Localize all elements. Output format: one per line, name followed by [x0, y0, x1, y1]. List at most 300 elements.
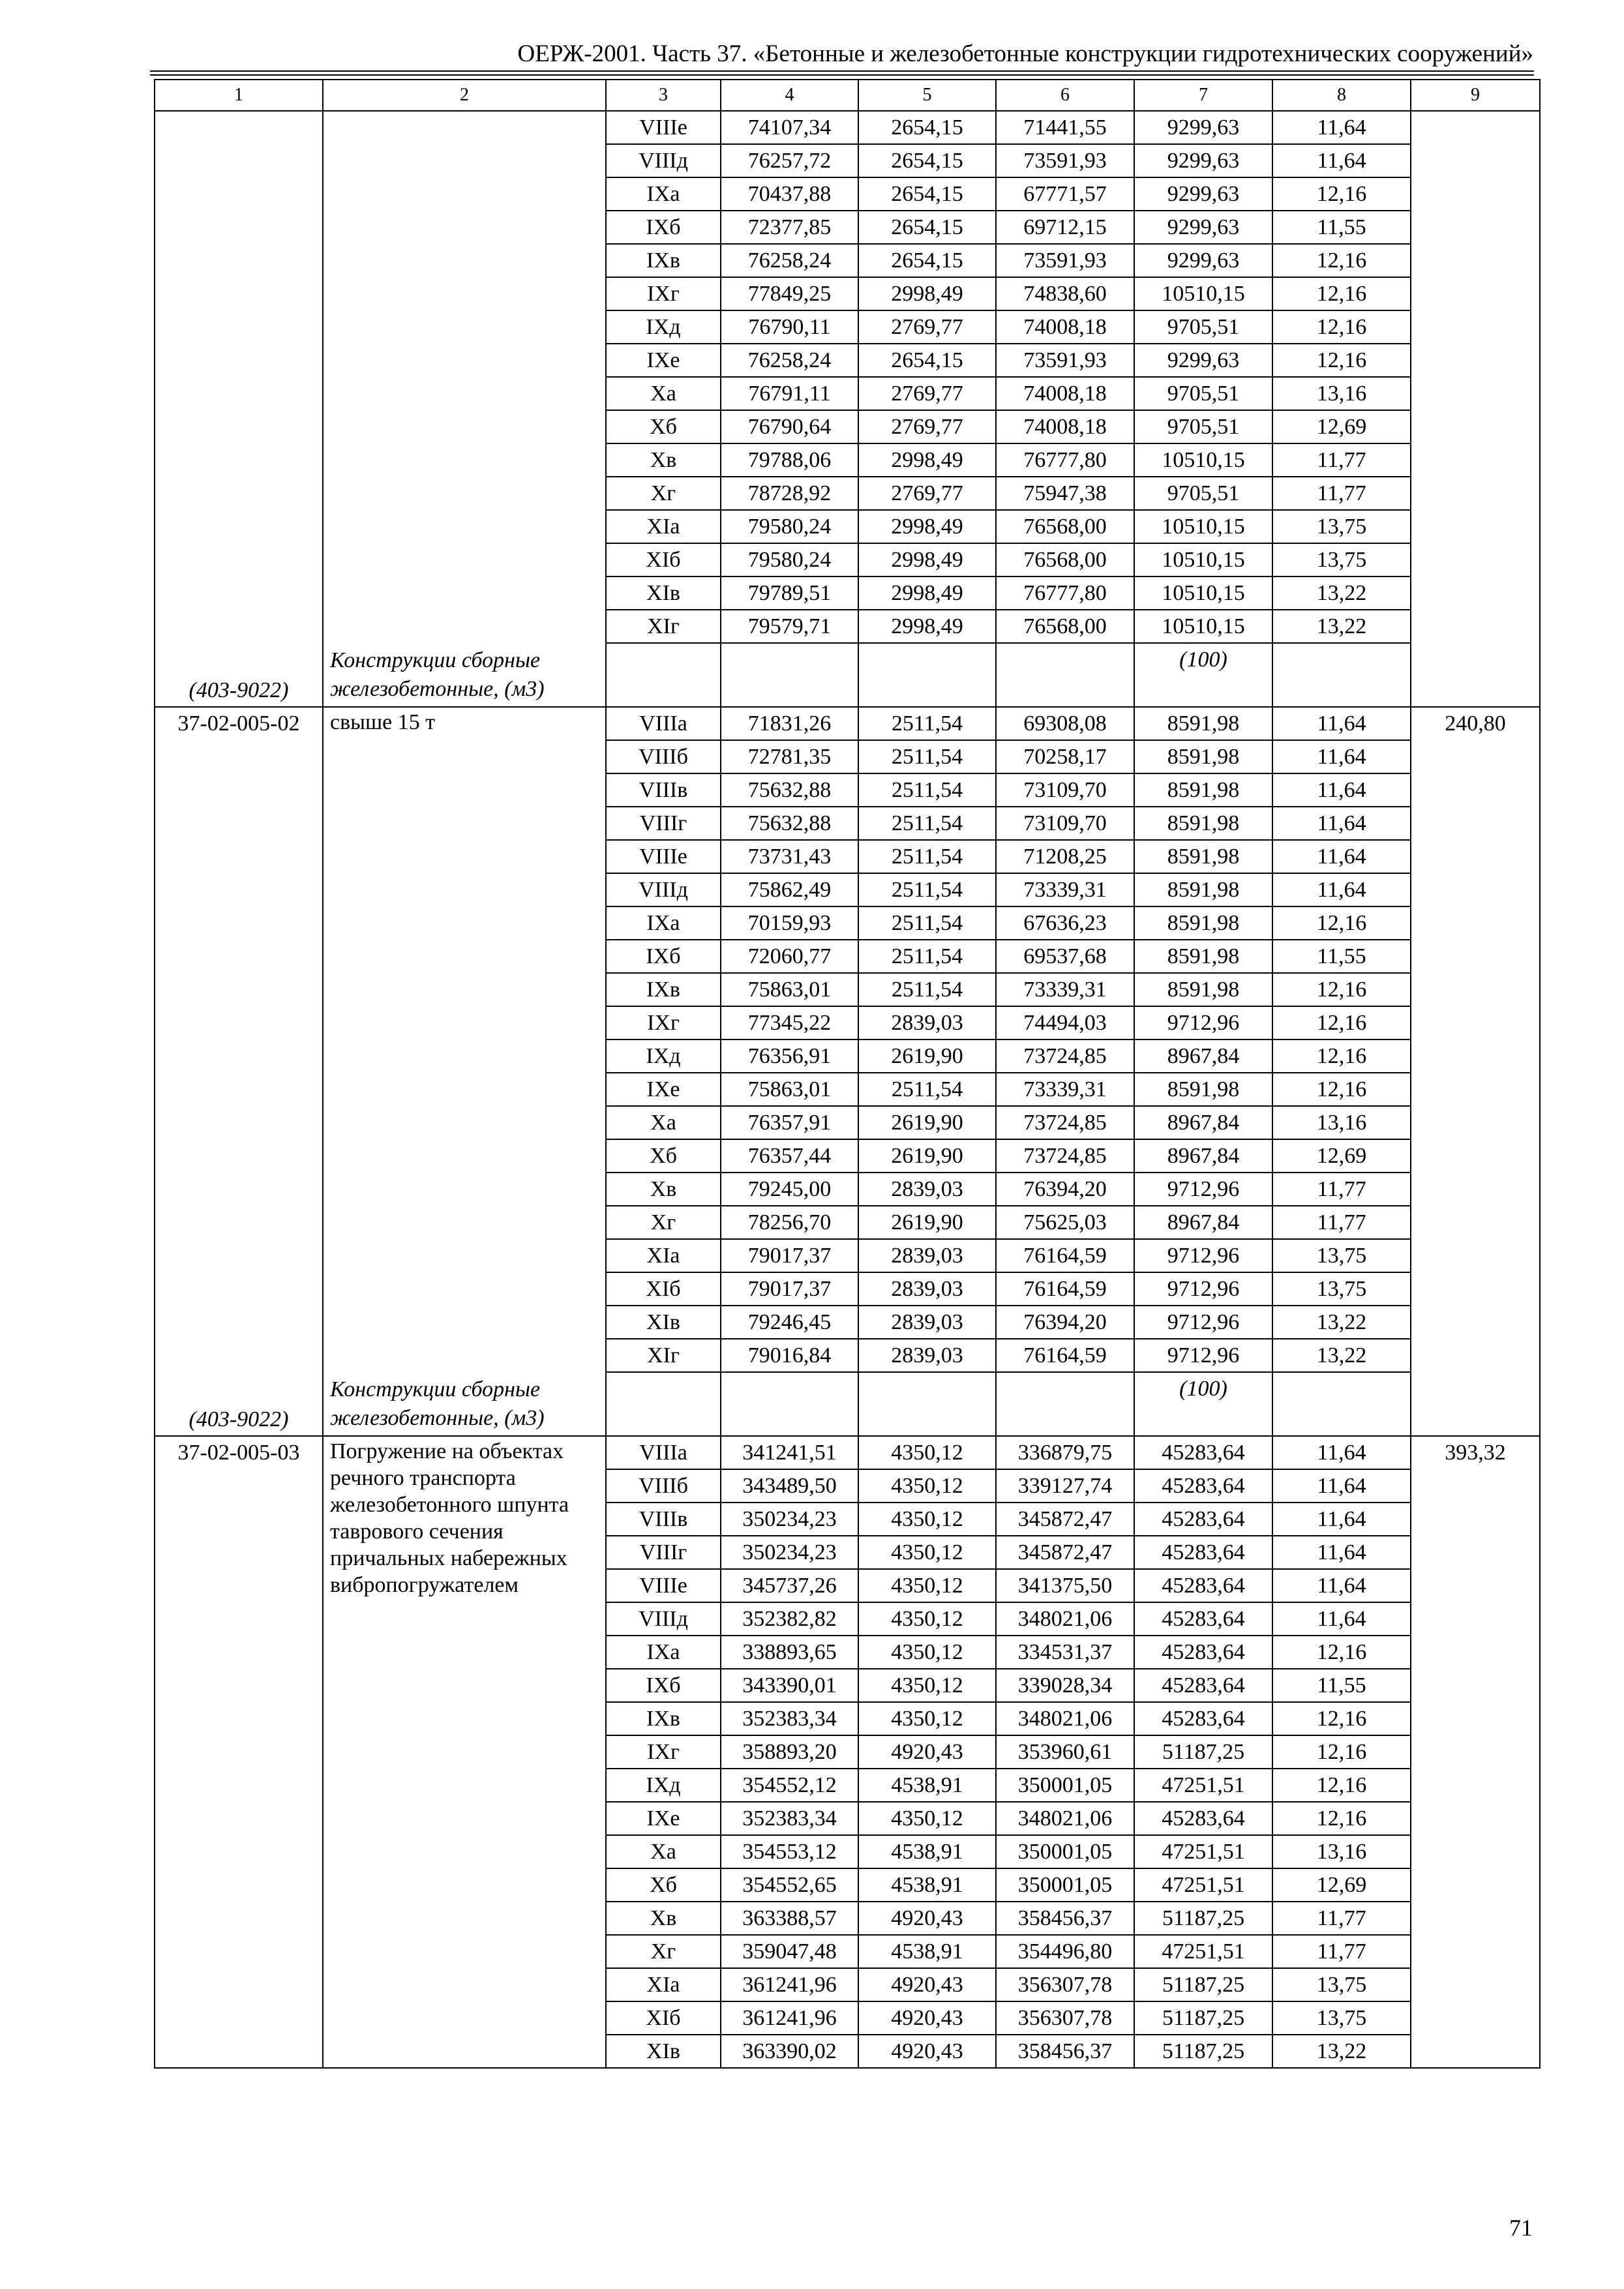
value-cell: 4538,91: [858, 1835, 996, 1868]
value-cell: 10510,15: [1134, 277, 1272, 310]
value-cell: 2654,15: [858, 244, 996, 277]
column-number: 6: [996, 80, 1134, 111]
value-cell: 75862,49: [721, 873, 858, 906]
value-cell: 361241,96: [721, 2001, 858, 2035]
value-cell: 72060,77: [721, 940, 858, 973]
zone-cell: XIв: [606, 576, 721, 610]
value-cell: 350234,23: [721, 1503, 858, 1536]
value-cell: 2619,90: [858, 1206, 996, 1239]
value-cell: 70159,93: [721, 906, 858, 940]
value-cell: 9705,51: [1134, 410, 1272, 443]
value-cell: 352383,34: [721, 1702, 858, 1735]
zone-cell: IXе: [606, 344, 721, 377]
value-cell: 45283,64: [1134, 1802, 1272, 1835]
value-cell: 76164,59: [996, 1339, 1134, 1372]
value-cell: 13,22: [1272, 1339, 1411, 1372]
zone-cell: VIIIд: [606, 1602, 721, 1636]
zone-cell: IXб: [606, 940, 721, 973]
value-cell: 74008,18: [996, 410, 1134, 443]
value-cell: 11,64: [1272, 773, 1411, 807]
value-cell: 77849,25: [721, 277, 858, 310]
value-cell: 12,16: [1272, 344, 1411, 377]
zone-cell: XIб: [606, 1272, 721, 1306]
value-cell: 69308,08: [996, 707, 1134, 740]
value-cell: 2654,15: [858, 177, 996, 211]
value-cell: 70437,88: [721, 177, 858, 211]
value-cell: 71831,26: [721, 707, 858, 740]
empty-cell: [996, 643, 1134, 707]
zone-cell: Xг: [606, 1935, 721, 1968]
value-cell: 76394,20: [996, 1306, 1134, 1339]
column-number: 7: [1134, 80, 1272, 111]
value-cell: 76568,00: [996, 543, 1134, 576]
value-cell: 67636,23: [996, 906, 1134, 940]
empty-cell: [606, 1372, 721, 1436]
rate-code: 37-02-005-03: [177, 1441, 300, 1465]
value-cell: 4920,43: [858, 1735, 996, 1769]
value-cell: 9705,51: [1134, 310, 1272, 344]
value-cell: 10510,15: [1134, 543, 1272, 576]
zone-cell: VIIIд: [606, 144, 721, 177]
value-cell: 67771,57: [996, 177, 1134, 211]
value-cell: 9712,96: [1134, 1306, 1272, 1339]
value-cell: 11,55: [1272, 211, 1411, 244]
value-cell: 8591,98: [1134, 773, 1272, 807]
page-number: 71: [1509, 2215, 1533, 2241]
zone-cell: IXб: [606, 1669, 721, 1702]
value-cell: 79579,71: [721, 610, 858, 643]
value-cell: 8967,84: [1134, 1040, 1272, 1073]
code-cell: [155, 111, 323, 707]
zone-cell: IXг: [606, 1006, 721, 1040]
rate-name: свыше 15 т: [330, 710, 436, 734]
value-cell: 79016,84: [721, 1339, 858, 1372]
zone-cell: XIа: [606, 1239, 721, 1272]
value-cell: 11,64: [1272, 707, 1411, 740]
value-cell: 11,64: [1272, 1469, 1411, 1503]
value-cell: 47251,51: [1134, 1835, 1272, 1868]
value-cell: 345872,47: [996, 1503, 1134, 1536]
value-cell: 338893,65: [721, 1636, 858, 1669]
value-cell: 75947,38: [996, 477, 1134, 510]
value-cell: 13,75: [1272, 1272, 1411, 1306]
empty-cell: [606, 643, 721, 707]
name-stack: [330, 708, 599, 1433]
value-cell: 79245,00: [721, 1173, 858, 1206]
note-text: Конструкции сборные железобетонные, (м3): [330, 1377, 545, 1430]
value-cell: 76357,91: [721, 1106, 858, 1139]
name-cell: [323, 111, 606, 707]
zone-cell: IXв: [606, 973, 721, 1006]
value-cell: 8967,84: [1134, 1106, 1272, 1139]
zone-cell: XIг: [606, 1339, 721, 1372]
value-cell: 13,75: [1272, 1968, 1411, 2001]
value-cell: 76777,80: [996, 576, 1134, 610]
value-cell: 4350,12: [858, 1602, 996, 1636]
value-cell: 9299,63: [1134, 177, 1272, 211]
value-cell: 11,55: [1272, 1669, 1411, 1702]
value-cell: 74838,60: [996, 277, 1134, 310]
value-cell: 2511,54: [858, 973, 996, 1006]
value-cell: 13,75: [1272, 2001, 1411, 2035]
value-cell: 76257,72: [721, 144, 858, 177]
zone-cell: Xг: [606, 477, 721, 510]
value-cell: 10510,15: [1134, 510, 1272, 543]
name-cell: [323, 1436, 606, 2068]
value-cell: 353960,61: [996, 1735, 1134, 1769]
value-cell: 12,69: [1272, 1868, 1411, 1902]
value-cell: 350001,05: [996, 1769, 1134, 1802]
value-cell: 9299,63: [1134, 211, 1272, 244]
value-cell: 354496,80: [996, 1935, 1134, 1968]
column-number: 9: [1411, 80, 1540, 111]
value-cell: 74107,34: [721, 111, 858, 144]
value-cell: 343489,50: [721, 1469, 858, 1503]
value-cell: 79246,45: [721, 1306, 858, 1339]
value-cell: 79017,37: [721, 1239, 858, 1272]
zone-cell: XIа: [606, 510, 721, 543]
value-cell: 79017,37: [721, 1272, 858, 1306]
value-cell: 74494,03: [996, 1006, 1134, 1040]
value-cell: 348021,06: [996, 1802, 1134, 1835]
value-cell: 12,16: [1272, 1802, 1411, 1835]
zone-cell: VIIIв: [606, 773, 721, 807]
value-cell: 12,16: [1272, 177, 1411, 211]
value-cell: 71441,55: [996, 111, 1134, 144]
empty-cell: [858, 1372, 996, 1436]
value-cell: 8591,98: [1134, 807, 1272, 840]
value-cell: 76790,11: [721, 310, 858, 344]
value-cell: 11,77: [1272, 1935, 1411, 1968]
value-cell: 2511,54: [858, 906, 996, 940]
value-cell: 350001,05: [996, 1835, 1134, 1868]
note-text: Конструкции сборные железобетонные, (м3): [330, 648, 545, 701]
value-cell: 76394,20: [996, 1173, 1134, 1206]
value-cell: 75632,88: [721, 773, 858, 807]
note-code: (403-9022): [188, 1407, 289, 1431]
value-cell: 13,16: [1272, 377, 1411, 410]
zone-cell: Xв: [606, 1902, 721, 1935]
value-cell: 363390,02: [721, 2035, 858, 2068]
value-cell: 2769,77: [858, 477, 996, 510]
value-cell: 47251,51: [1134, 1769, 1272, 1802]
column-number: 3: [606, 80, 721, 111]
column-number: 5: [858, 80, 996, 111]
zone-cell: VIIIд: [606, 873, 721, 906]
value-cell: 12,16: [1272, 906, 1411, 940]
value-cell: 73724,85: [996, 1139, 1134, 1173]
value-cell: 4350,12: [858, 1636, 996, 1669]
zone-cell: IXд: [606, 1769, 721, 1802]
value-cell: 336879,75: [996, 1436, 1134, 1469]
zone-cell: VIIIв: [606, 1503, 721, 1536]
value-cell: 9299,63: [1134, 111, 1272, 144]
zone-cell: IXг: [606, 1735, 721, 1769]
value-cell: 2998,49: [858, 277, 996, 310]
value-cell: 13,22: [1272, 1306, 1411, 1339]
value-cell: 73339,31: [996, 1073, 1134, 1106]
value-cell: 4350,12: [858, 1503, 996, 1536]
value-cell: 13,22: [1272, 610, 1411, 643]
zone-cell: Xв: [606, 1173, 721, 1206]
zone-cell: IXб: [606, 211, 721, 244]
value-cell: 12,16: [1272, 1040, 1411, 1073]
value-cell: 2839,03: [858, 1239, 996, 1272]
value-cell: 9705,51: [1134, 377, 1272, 410]
value-cell: 72781,35: [721, 740, 858, 773]
value-cell: 345872,47: [996, 1536, 1134, 1569]
zone-cell: Xб: [606, 410, 721, 443]
value-cell: 9299,63: [1134, 144, 1272, 177]
zone-cell: XIб: [606, 543, 721, 576]
value-cell: 45283,64: [1134, 1536, 1272, 1569]
col9-cell: [1411, 111, 1540, 707]
value-cell: 2839,03: [858, 1306, 996, 1339]
zone-cell: IXа: [606, 906, 721, 940]
value-cell: 11,64: [1272, 1536, 1411, 1569]
value-cell: 2654,15: [858, 344, 996, 377]
value-cell: 73339,31: [996, 873, 1134, 906]
value-cell: 4350,12: [858, 1569, 996, 1602]
value-cell: 12,16: [1272, 1006, 1411, 1040]
zone-cell: IXа: [606, 1636, 721, 1669]
value-cell: 51187,25: [1134, 2001, 1272, 2035]
value-cell: 339028,34: [996, 1669, 1134, 1702]
value-cell: 45283,64: [1134, 1702, 1272, 1735]
value-cell: 2619,90: [858, 1139, 996, 1173]
value-cell: 358893,20: [721, 1735, 858, 1769]
value-cell: 12,16: [1272, 973, 1411, 1006]
value-cell: 45283,64: [1134, 1602, 1272, 1636]
value-cell: 8591,98: [1134, 1073, 1272, 1106]
value-cell: 2839,03: [858, 1339, 996, 1372]
note-qty: (100): [1134, 643, 1272, 707]
value-cell: 76164,59: [996, 1239, 1134, 1272]
zone-cell: XIа: [606, 1968, 721, 2001]
value-cell: 2511,54: [858, 1073, 996, 1106]
value-cell: 73591,93: [996, 344, 1134, 377]
value-cell: 12,16: [1272, 1735, 1411, 1769]
column-number: 4: [721, 80, 858, 111]
value-cell: 79580,24: [721, 543, 858, 576]
zone-cell: Xв: [606, 443, 721, 477]
value-cell: 358456,37: [996, 2035, 1134, 2068]
page-header: ОЕРЖ-2001. Часть 37. «Бетонные и железобетонные конструкции гидротехнических сооружений»: [517, 40, 1533, 67]
value-cell: 2998,49: [858, 610, 996, 643]
rates-table-body: [155, 80, 1540, 2068]
value-cell: 73591,93: [996, 144, 1134, 177]
value-cell: 45283,64: [1134, 1469, 1272, 1503]
value-cell: 11,64: [1272, 1503, 1411, 1536]
zone-cell: Xб: [606, 1139, 721, 1173]
value-cell: 2511,54: [858, 773, 996, 807]
table-row: [155, 1436, 1540, 1469]
value-cell: 4350,12: [858, 1802, 996, 1835]
value-cell: 13,75: [1272, 543, 1411, 576]
value-cell: 2654,15: [858, 144, 996, 177]
empty-cell: [721, 1372, 858, 1436]
value-cell: 350001,05: [996, 1868, 1134, 1902]
value-cell: 51187,25: [1134, 2035, 1272, 2068]
value-cell: 45283,64: [1134, 1669, 1272, 1702]
value-cell: 2511,54: [858, 707, 996, 740]
value-cell: 12,16: [1272, 1073, 1411, 1106]
value-cell: 70258,17: [996, 740, 1134, 773]
name-stack: [330, 112, 599, 704]
value-cell: 4920,43: [858, 2001, 996, 2035]
value-cell: 13,22: [1272, 2035, 1411, 2068]
value-cell: 73731,43: [721, 840, 858, 873]
value-cell: 75625,03: [996, 1206, 1134, 1239]
code-stack: [162, 112, 316, 706]
value-cell: 76568,00: [996, 510, 1134, 543]
value-cell: 51187,25: [1134, 1902, 1272, 1935]
zone-cell: VIIIа: [606, 707, 721, 740]
value-cell: 45283,64: [1134, 1569, 1272, 1602]
value-cell: 2998,49: [858, 576, 996, 610]
value-cell: 76356,91: [721, 1040, 858, 1073]
value-cell: 78728,92: [721, 477, 858, 510]
value-cell: 79789,51: [721, 576, 858, 610]
zone-cell: IXе: [606, 1802, 721, 1835]
value-cell: 4538,91: [858, 1769, 996, 1802]
zone-cell: VIIIг: [606, 807, 721, 840]
value-cell: 13,16: [1272, 1835, 1411, 1868]
zone-cell: VIIIе: [606, 840, 721, 873]
value-cell: 4350,12: [858, 1702, 996, 1735]
name-stack: [330, 1437, 599, 2065]
note-qty: (100): [1134, 1372, 1272, 1436]
value-cell: 11,64: [1272, 111, 1411, 144]
zone-cell: Xа: [606, 1835, 721, 1868]
value-cell: 4350,12: [858, 1436, 996, 1469]
value-cell: 2839,03: [858, 1006, 996, 1040]
value-cell: 73724,85: [996, 1040, 1134, 1073]
value-cell: 75632,88: [721, 807, 858, 840]
value-cell: 76357,44: [721, 1139, 858, 1173]
value-cell: 9712,96: [1134, 1239, 1272, 1272]
column-number: 1: [155, 80, 323, 111]
code-cell: [155, 707, 323, 1436]
value-cell: 4350,12: [858, 1469, 996, 1503]
value-cell: 11,64: [1272, 1436, 1411, 1469]
name-cell: [323, 707, 606, 1436]
value-cell: 8591,98: [1134, 940, 1272, 973]
value-cell: 339127,74: [996, 1469, 1134, 1503]
value-cell: 9712,96: [1134, 1339, 1272, 1372]
header-rule: [150, 70, 1534, 76]
value-cell: 73591,93: [996, 244, 1134, 277]
value-cell: 354553,12: [721, 1835, 858, 1868]
value-cell: 45283,64: [1134, 1503, 1272, 1536]
code-cell: [155, 1436, 323, 2068]
value-cell: 11,77: [1272, 477, 1411, 510]
value-cell: 4350,12: [858, 1536, 996, 1569]
value-cell: 10510,15: [1134, 610, 1272, 643]
value-cell: 12,16: [1272, 1769, 1411, 1802]
value-cell: 13,16: [1272, 1106, 1411, 1139]
value-cell: 79580,24: [721, 510, 858, 543]
zone-cell: IXе: [606, 1073, 721, 1106]
value-cell: 11,64: [1272, 1569, 1411, 1602]
value-cell: 13,22: [1272, 576, 1411, 610]
value-cell: 2839,03: [858, 1272, 996, 1306]
value-cell: 12,16: [1272, 310, 1411, 344]
table-row: [155, 111, 1540, 144]
value-cell: 12,69: [1272, 410, 1411, 443]
value-cell: 2998,49: [858, 543, 996, 576]
value-cell: 45283,64: [1134, 1636, 1272, 1669]
value-cell: 71208,25: [996, 840, 1134, 873]
value-cell: 363388,57: [721, 1902, 858, 1935]
value-cell: 2511,54: [858, 740, 996, 773]
value-cell: 2511,54: [858, 807, 996, 840]
value-cell: 4920,43: [858, 2035, 996, 2068]
code-stack: [162, 708, 316, 1435]
value-cell: 354552,65: [721, 1868, 858, 1902]
value-cell: 9299,63: [1134, 244, 1272, 277]
value-cell: 359047,48: [721, 1935, 858, 1968]
value-cell: 354552,12: [721, 1769, 858, 1802]
value-cell: 75863,01: [721, 973, 858, 1006]
value-cell: 73724,85: [996, 1106, 1134, 1139]
zone-cell: Xг: [606, 1206, 721, 1239]
value-cell: 361241,96: [721, 1968, 858, 2001]
value-cell: 76258,24: [721, 244, 858, 277]
value-cell: 2769,77: [858, 310, 996, 344]
note-code: (403-9022): [188, 678, 289, 702]
value-cell: 348021,06: [996, 1602, 1134, 1636]
value-cell: 4920,43: [858, 1902, 996, 1935]
value-cell: 74008,18: [996, 310, 1134, 344]
value-cell: 8591,98: [1134, 906, 1272, 940]
value-cell: 11,77: [1272, 1206, 1411, 1239]
zone-cell: VIIIб: [606, 740, 721, 773]
value-cell: 51187,25: [1134, 1735, 1272, 1769]
zone-cell: Xа: [606, 377, 721, 410]
rate-code: 37-02-005-02: [177, 711, 300, 736]
rates-table: [154, 79, 1541, 2069]
value-cell: 76164,59: [996, 1272, 1134, 1306]
value-cell: 11,64: [1272, 1602, 1411, 1636]
zone-cell: VIIIг: [606, 1536, 721, 1569]
value-cell: 8591,98: [1134, 973, 1272, 1006]
zone-cell: IXг: [606, 277, 721, 310]
value-cell: 2654,15: [858, 111, 996, 144]
zone-cell: IXд: [606, 310, 721, 344]
zone-cell: IXв: [606, 1702, 721, 1735]
zone-cell: XIв: [606, 2035, 721, 2068]
value-cell: 9712,96: [1134, 1006, 1272, 1040]
column-number: 2: [323, 80, 606, 111]
code-stack: [162, 1437, 316, 2067]
value-cell: 8591,98: [1134, 707, 1272, 740]
value-cell: 11,77: [1272, 1902, 1411, 1935]
empty-cell: [721, 643, 858, 707]
value-cell: 79788,06: [721, 443, 858, 477]
value-cell: 76777,80: [996, 443, 1134, 477]
value-cell: 12,16: [1272, 1702, 1411, 1735]
value-cell: 11,64: [1272, 807, 1411, 840]
zone-cell: XIв: [606, 1306, 721, 1339]
value-cell: 47251,51: [1134, 1935, 1272, 1968]
value-cell: 4350,12: [858, 1669, 996, 1702]
value-cell: 2998,49: [858, 443, 996, 477]
value-cell: 11,64: [1272, 740, 1411, 773]
value-cell: 8591,98: [1134, 740, 1272, 773]
value-cell: 78256,70: [721, 1206, 858, 1239]
value-cell: 69712,15: [996, 211, 1134, 244]
